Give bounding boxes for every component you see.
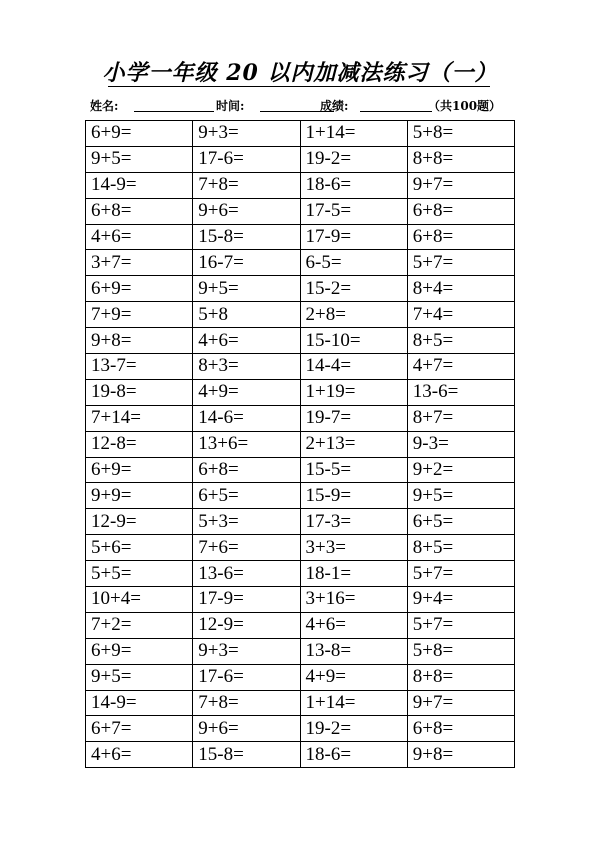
problem-cell: 17-3=: [300, 509, 407, 535]
problem-cell: 5+7=: [407, 250, 514, 276]
table-row: [86, 509, 515, 535]
problem-cell: 8+4=: [407, 276, 514, 302]
problem-cell: 9+7=: [407, 690, 514, 716]
problem-cell: 14-9=: [86, 172, 193, 198]
problem-cell: 4+7=: [407, 354, 514, 380]
problem-cell: 7+8=: [193, 690, 300, 716]
problem-cell: 9+9=: [86, 483, 193, 509]
table-row: [86, 379, 515, 405]
problem-cell: 6+8=: [407, 716, 514, 742]
problem-cell: 9+7=: [407, 172, 514, 198]
problem-table: [85, 120, 515, 768]
problem-cell: 2+8=: [300, 302, 407, 328]
problem-cell: 7+8=: [193, 172, 300, 198]
score-label: 成绩:: [320, 99, 349, 113]
problem-cell: 1+14=: [300, 121, 407, 147]
problem-cell: 13-6=: [407, 379, 514, 405]
problem-cell: 17-6=: [193, 664, 300, 690]
problem-cell: 3+16=: [300, 587, 407, 613]
problem-cell: 15-8=: [193, 224, 300, 250]
problem-cell: 9+2=: [407, 457, 514, 483]
table-row: [86, 224, 515, 250]
problem-cell: 8+3=: [193, 354, 300, 380]
problem-cell: 8+5=: [407, 328, 514, 354]
problem-cell: 8+8=: [407, 664, 514, 690]
table-row: [86, 612, 515, 638]
table-row: [86, 664, 515, 690]
problem-cell: 5+5=: [86, 561, 193, 587]
problem-cell: 6+7=: [86, 716, 193, 742]
problem-cell: 19-2=: [300, 716, 407, 742]
problem-cell: 6+8=: [407, 224, 514, 250]
problem-cell: 17-9=: [300, 224, 407, 250]
problem-cell: 6+9=: [86, 121, 193, 147]
problem-cell: 6+8=: [86, 198, 193, 224]
problem-cell: 4+6=: [300, 612, 407, 638]
table-row: [86, 561, 515, 587]
problem-cell: 13-6=: [193, 561, 300, 587]
problem-cell: 6+9=: [86, 457, 193, 483]
problem-cell: 14-9=: [86, 690, 193, 716]
problem-cell: 6+8=: [193, 457, 300, 483]
name-label: 姓名:: [90, 99, 119, 113]
table-row: [86, 483, 515, 509]
problem-cell: 3+3=: [300, 535, 407, 561]
problem-cell: 15-8=: [193, 742, 300, 768]
problem-cell: 10+4=: [86, 587, 193, 613]
problem-cell: 18-6=: [300, 742, 407, 768]
problem-cell: 12-8=: [86, 431, 193, 457]
problem-cell: 7+6=: [193, 535, 300, 561]
problem-cell: 18-1=: [300, 561, 407, 587]
problem-cell: 17-6=: [193, 146, 300, 172]
problem-cell: 13-7=: [86, 354, 193, 380]
table-row: [86, 250, 515, 276]
total-count-label: （共100题）: [428, 99, 502, 113]
table-row: [86, 121, 515, 147]
problem-cell: 13+6=: [193, 431, 300, 457]
problem-cell: 6+8=: [407, 198, 514, 224]
problem-cell: 4+9=: [193, 379, 300, 405]
problem-cell: 12-9=: [193, 612, 300, 638]
problem-cell: 5+8: [193, 302, 300, 328]
student-info-row: [90, 97, 520, 115]
problem-cell: 9+5=: [407, 483, 514, 509]
table-row: [86, 457, 515, 483]
problem-cell: 9+3=: [193, 638, 300, 664]
problem-cell: 5+8=: [407, 638, 514, 664]
problem-cell: 19-8=: [86, 379, 193, 405]
problem-cell: 7+2=: [86, 612, 193, 638]
problem-cell: 19-2=: [300, 146, 407, 172]
problem-cell: 6+9=: [86, 638, 193, 664]
problem-cell: 3+7=: [86, 250, 193, 276]
problem-cell: 9+4=: [407, 587, 514, 613]
problem-cell: 1+14=: [300, 690, 407, 716]
table-row: [86, 172, 515, 198]
problem-cell: 17-9=: [193, 587, 300, 613]
problem-cell: 14-6=: [193, 405, 300, 431]
problem-cell: 15-9=: [300, 483, 407, 509]
problem-cell: 14-4=: [300, 354, 407, 380]
table-row: [86, 431, 515, 457]
problem-cell: 18-6=: [300, 172, 407, 198]
problem-cell: 6+5=: [407, 509, 514, 535]
problem-cell: 15-10=: [300, 328, 407, 354]
table-row: [86, 405, 515, 431]
problem-cell: 8+7=: [407, 405, 514, 431]
table-row: [86, 716, 515, 742]
problem-cell: 17-5=: [300, 198, 407, 224]
table-row: [86, 742, 515, 768]
problem-cell: 12-9=: [86, 509, 193, 535]
problem-cell: 9+3=: [193, 121, 300, 147]
problem-cell: 7+14=: [86, 405, 193, 431]
table-row: [86, 690, 515, 716]
table-row: [86, 638, 515, 664]
problem-cell: 19-7=: [300, 405, 407, 431]
problem-cell: 4+6=: [193, 328, 300, 354]
problem-cell: 5+7=: [407, 561, 514, 587]
title-underline: [108, 86, 490, 87]
table-row: [86, 535, 515, 561]
problem-cell: 9+5=: [86, 146, 193, 172]
problem-cell: 2+13=: [300, 431, 407, 457]
time-label: 时间:: [216, 99, 245, 113]
problem-cell: 6+9=: [86, 276, 193, 302]
problem-cell: 9+8=: [407, 742, 514, 768]
problem-cell: 5+8=: [407, 121, 514, 147]
problem-cell: 5+6=: [86, 535, 193, 561]
table-row: [86, 198, 515, 224]
page-title: 小学一年级 20 以内加减法练习（一）: [102, 60, 498, 86]
problem-cell: 1+19=: [300, 379, 407, 405]
problem-cell: 5+3=: [193, 509, 300, 535]
score-blank-field[interactable]: [360, 111, 432, 112]
problem-cell: 16-7=: [193, 250, 300, 276]
problem-cell: 7+4=: [407, 302, 514, 328]
problem-cell: 7+9=: [86, 302, 193, 328]
table-row: [86, 302, 515, 328]
problem-cell: 13-8=: [300, 638, 407, 664]
problem-cell: 4+6=: [86, 742, 193, 768]
problem-cell: 9+6=: [193, 716, 300, 742]
problem-cell: 9+5=: [193, 276, 300, 302]
problem-cell: 5+7=: [407, 612, 514, 638]
problem-cell: 4+9=: [300, 664, 407, 690]
problem-cell: 9-3=: [407, 431, 514, 457]
problem-cell: 9+8=: [86, 328, 193, 354]
problem-cell: 15-2=: [300, 276, 407, 302]
table-row: [86, 146, 515, 172]
table-row: [86, 587, 515, 613]
table-row: [86, 276, 515, 302]
problem-cell: 6+5=: [193, 483, 300, 509]
problem-cell: 9+6=: [193, 198, 300, 224]
problem-cell: 8+8=: [407, 146, 514, 172]
problem-cell: 6-5=: [300, 250, 407, 276]
table-row: [86, 328, 515, 354]
problem-cell: 8+5=: [407, 535, 514, 561]
problem-cell: 9+5=: [86, 664, 193, 690]
name-blank-field[interactable]: [134, 111, 214, 112]
problem-cell: 4+6=: [86, 224, 193, 250]
problem-cell: 15-5=: [300, 457, 407, 483]
table-row: [86, 354, 515, 380]
